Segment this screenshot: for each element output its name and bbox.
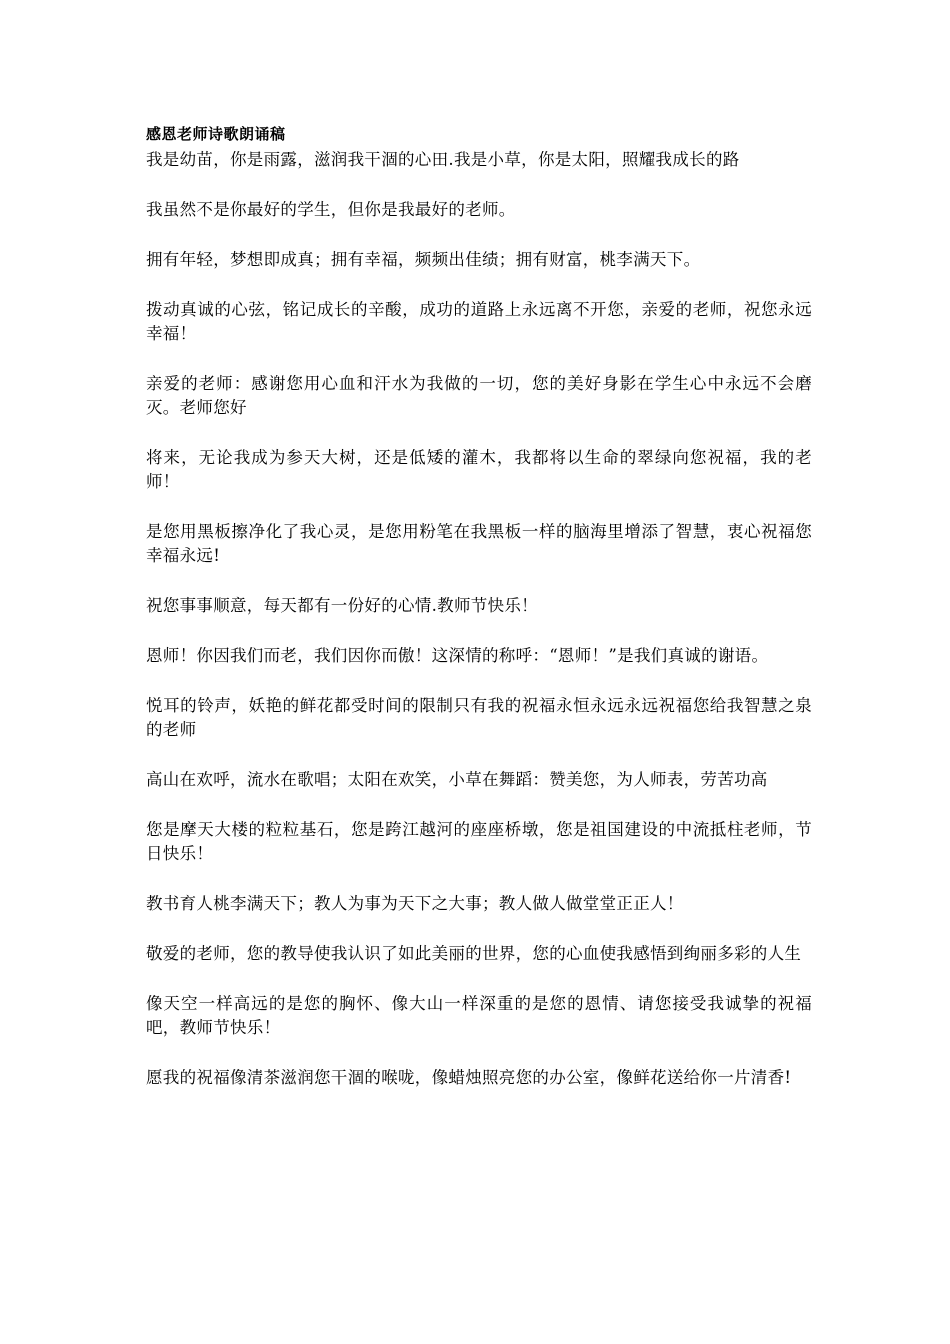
- document-page: [146, 124, 812, 1116]
- paragraph: 悦耳的铃声，妖艳的鲜花都受时间的限制只有我的祝福永恒永远永远祝福您给我智慧之泉的老师: [146, 696, 812, 739]
- paragraph: 祝您事事顺意，每天都有一份好的心情.教师节快乐！: [146, 596, 538, 615]
- paragraph: 拨动真诚的心弦，铭记成长的辛酸，成功的道路上永远离不开您，亲爱的老师，祝您永远幸福！: [146, 300, 812, 343]
- paragraph: 亲爱的老师：感谢您用心血和汗水为我做的一切，您的美好身影在学生心中永远不会磨灭。老师您好: [146, 374, 812, 417]
- paragraph: 敬爱的老师，您的教导使我认识了如此美丽的世界，您的心血使我感悟到绚丽多彩的人生: [146, 944, 802, 963]
- paragraph: 您是摩天大楼的粒粒基石，您是跨江越河的座座桥墩，您是祖国建设的中流抵柱老师，节日快乐！: [146, 820, 812, 863]
- paragraph: 恩师！你因我们而老，我们因你而傲！这深情的称呼：“恩师！”是我们真诚的谢语。: [146, 646, 769, 665]
- paragraph: 拥有年轻，梦想即成真；拥有幸福，频频出佳绩；拥有财富，桃李满天下。: [146, 250, 701, 269]
- paragraph: 将来，无论我成为参天大树，还是低矮的灌木，我都将以生命的翠绿向您祝福，我的老师！: [146, 448, 812, 491]
- paragraph: 高山在欢呼，流水在歌唱；太阳在欢笑，小草在舞蹈：赞美您，为人师表，劳苦功高: [146, 770, 768, 789]
- paragraph: 我是幼苗，你是雨露，滋润我干涸的心田.我是小草，你是太阳，照耀我成长的路: [146, 150, 740, 169]
- paragraph: 是您用黑板擦净化了我心灵，是您用粉笔在我黑板一样的脑海里增添了智慧，衷心祝福您幸福永远!: [146, 522, 812, 565]
- paragraph: 教书育人桃李满天下；教人为事为天下之大事；教人做人做堂堂正正人！: [146, 894, 684, 913]
- document-title: 感恩老师诗歌朗诵稿: [146, 125, 286, 143]
- paragraph: 我虽然不是你最好的学生，但你是我最好的老师。: [146, 200, 516, 219]
- paragraph: 像天空一样高远的是您的胸怀、像大山一样深重的是您的恩情、请您接受我诚挚的祝福吧，教师节快乐！: [146, 994, 812, 1037]
- paragraph: 愿我的祝福像清茶滋润您干涸的喉咙，像蜡烛照亮您的办公室，像鲜花送给你一片清香!: [146, 1068, 792, 1087]
